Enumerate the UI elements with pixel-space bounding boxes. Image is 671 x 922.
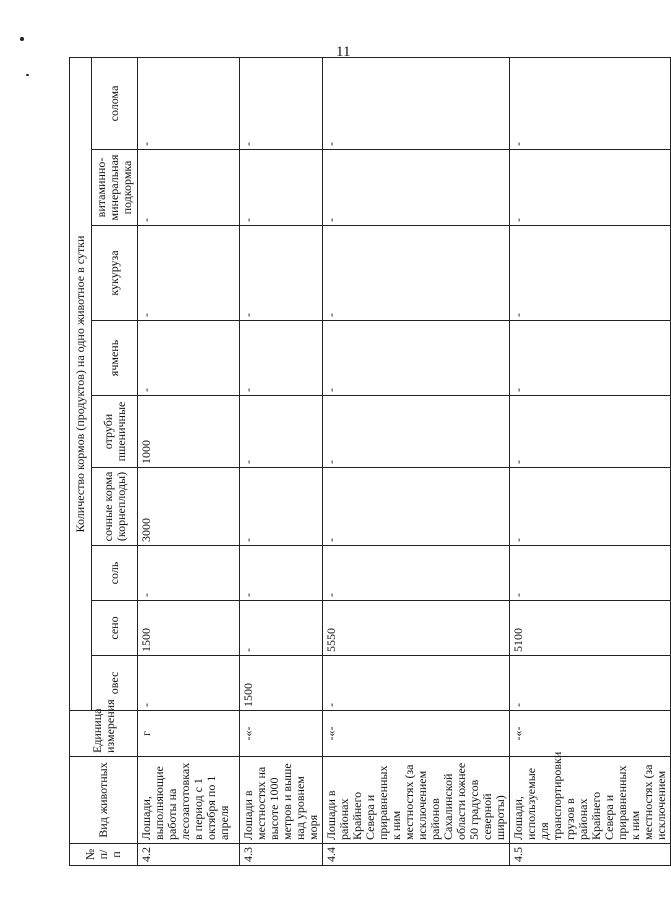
table-row: [138, 57, 240, 865]
row-value-salt: -: [510, 546, 671, 601]
row-num: 4.5: [510, 844, 671, 866]
header-feed-oats: овес: [92, 656, 138, 711]
table-row: [240, 57, 323, 865]
row-value-vitamin: -: [323, 150, 510, 226]
header-feed-straw: солома: [92, 57, 138, 149]
header-row-1: [70, 57, 92, 865]
row-value-vitamin: -: [240, 150, 323, 226]
row-value-salt: -: [323, 546, 510, 601]
row-value-straw: -: [240, 57, 323, 149]
row-value-corn: -: [510, 226, 671, 321]
row-unit: -«-: [240, 711, 323, 757]
row-value-vitamin: -: [138, 150, 240, 226]
header-feed-bran: отруби пшеничные: [92, 396, 138, 468]
header-feed-barley: ячмень: [92, 321, 138, 396]
row-value-hay: 1500: [138, 601, 240, 656]
row-num: 4.3: [240, 844, 323, 866]
row-unit: г: [138, 711, 240, 757]
row-value-oats: -: [510, 656, 671, 711]
header-unit: Единица измерения: [70, 711, 138, 757]
row-animal: Лошади в местностях на высоте 1000 метров и выше над уровнем моря: [240, 757, 323, 844]
row-value-barley: -: [138, 321, 240, 396]
feed-norms-table: [69, 57, 671, 866]
header-num: № п/п: [70, 844, 138, 866]
row-animal: Лошади, используемые для транспортировки грузов в районах Крайнего Севера и приравненных к ним местностях (за исключением: [510, 757, 671, 844]
scan-speck: [20, 37, 24, 41]
row-value-hay: 5100: [510, 601, 671, 656]
rotated-table-container: [69, 58, 668, 866]
row-value-bran: 1000: [138, 396, 240, 468]
header-feed-corn: кукуруза: [92, 226, 138, 321]
page-number: 11: [336, 44, 351, 60]
row-value-succulent: -: [323, 468, 510, 546]
row-value-barley: -: [323, 321, 510, 396]
row-value-straw: -: [510, 57, 671, 149]
scan-speck: [26, 74, 29, 76]
row-value-bran: -: [510, 396, 671, 468]
row-value-straw: -: [138, 57, 240, 149]
header-feed-vitamin: витаминно-минеральная подкормка: [92, 150, 138, 226]
row-value-hay: -: [240, 601, 323, 656]
row-value-vitamin: -: [510, 150, 671, 226]
row-value-straw: -: [323, 57, 510, 149]
row-value-succulent: 3000: [138, 468, 240, 546]
header-animal: Вид животных: [70, 757, 138, 844]
row-value-bran: -: [240, 396, 323, 468]
header-feed-salt: соль: [92, 546, 138, 601]
row-value-salt: -: [138, 546, 240, 601]
row-unit: -«-: [510, 711, 671, 757]
row-value-oats: -: [323, 656, 510, 711]
row-animal: Лошади в районах Крайнего Севера и приравненных к ним местностях (за исключением районов Сахалинской области южнее 50 градусов северной широты): [323, 757, 510, 844]
row-value-succulent: -: [240, 468, 323, 546]
row-value-succulent: -: [510, 468, 671, 546]
row-value-barley: -: [510, 321, 671, 396]
row-value-barley: -: [240, 321, 323, 396]
row-value-hay: 5550: [323, 601, 510, 656]
header-feed-hay: сено: [92, 601, 138, 656]
row-value-oats: -: [138, 656, 240, 711]
row-value-bran: -: [323, 396, 510, 468]
row-value-salt: -: [240, 546, 323, 601]
header-feed-group: Количество кормов (продуктов) на одно животное в сутки: [70, 57, 92, 710]
table-row: [323, 57, 510, 865]
row-num: 4.4: [323, 844, 510, 866]
row-value-corn: -: [323, 226, 510, 321]
table-row: [510, 57, 671, 865]
row-value-corn: -: [138, 226, 240, 321]
row-unit: -«-: [323, 711, 510, 757]
row-value-oats: 1500: [240, 656, 323, 711]
row-num: 4.2: [138, 844, 240, 866]
row-animal: Лошади, выполняющие работы на лесозаготовках в период с 1 октября по 1 апреля: [138, 757, 240, 844]
row-value-corn: -: [240, 226, 323, 321]
header-feed-succulent: сочные корма (корнеплоды): [92, 468, 138, 546]
